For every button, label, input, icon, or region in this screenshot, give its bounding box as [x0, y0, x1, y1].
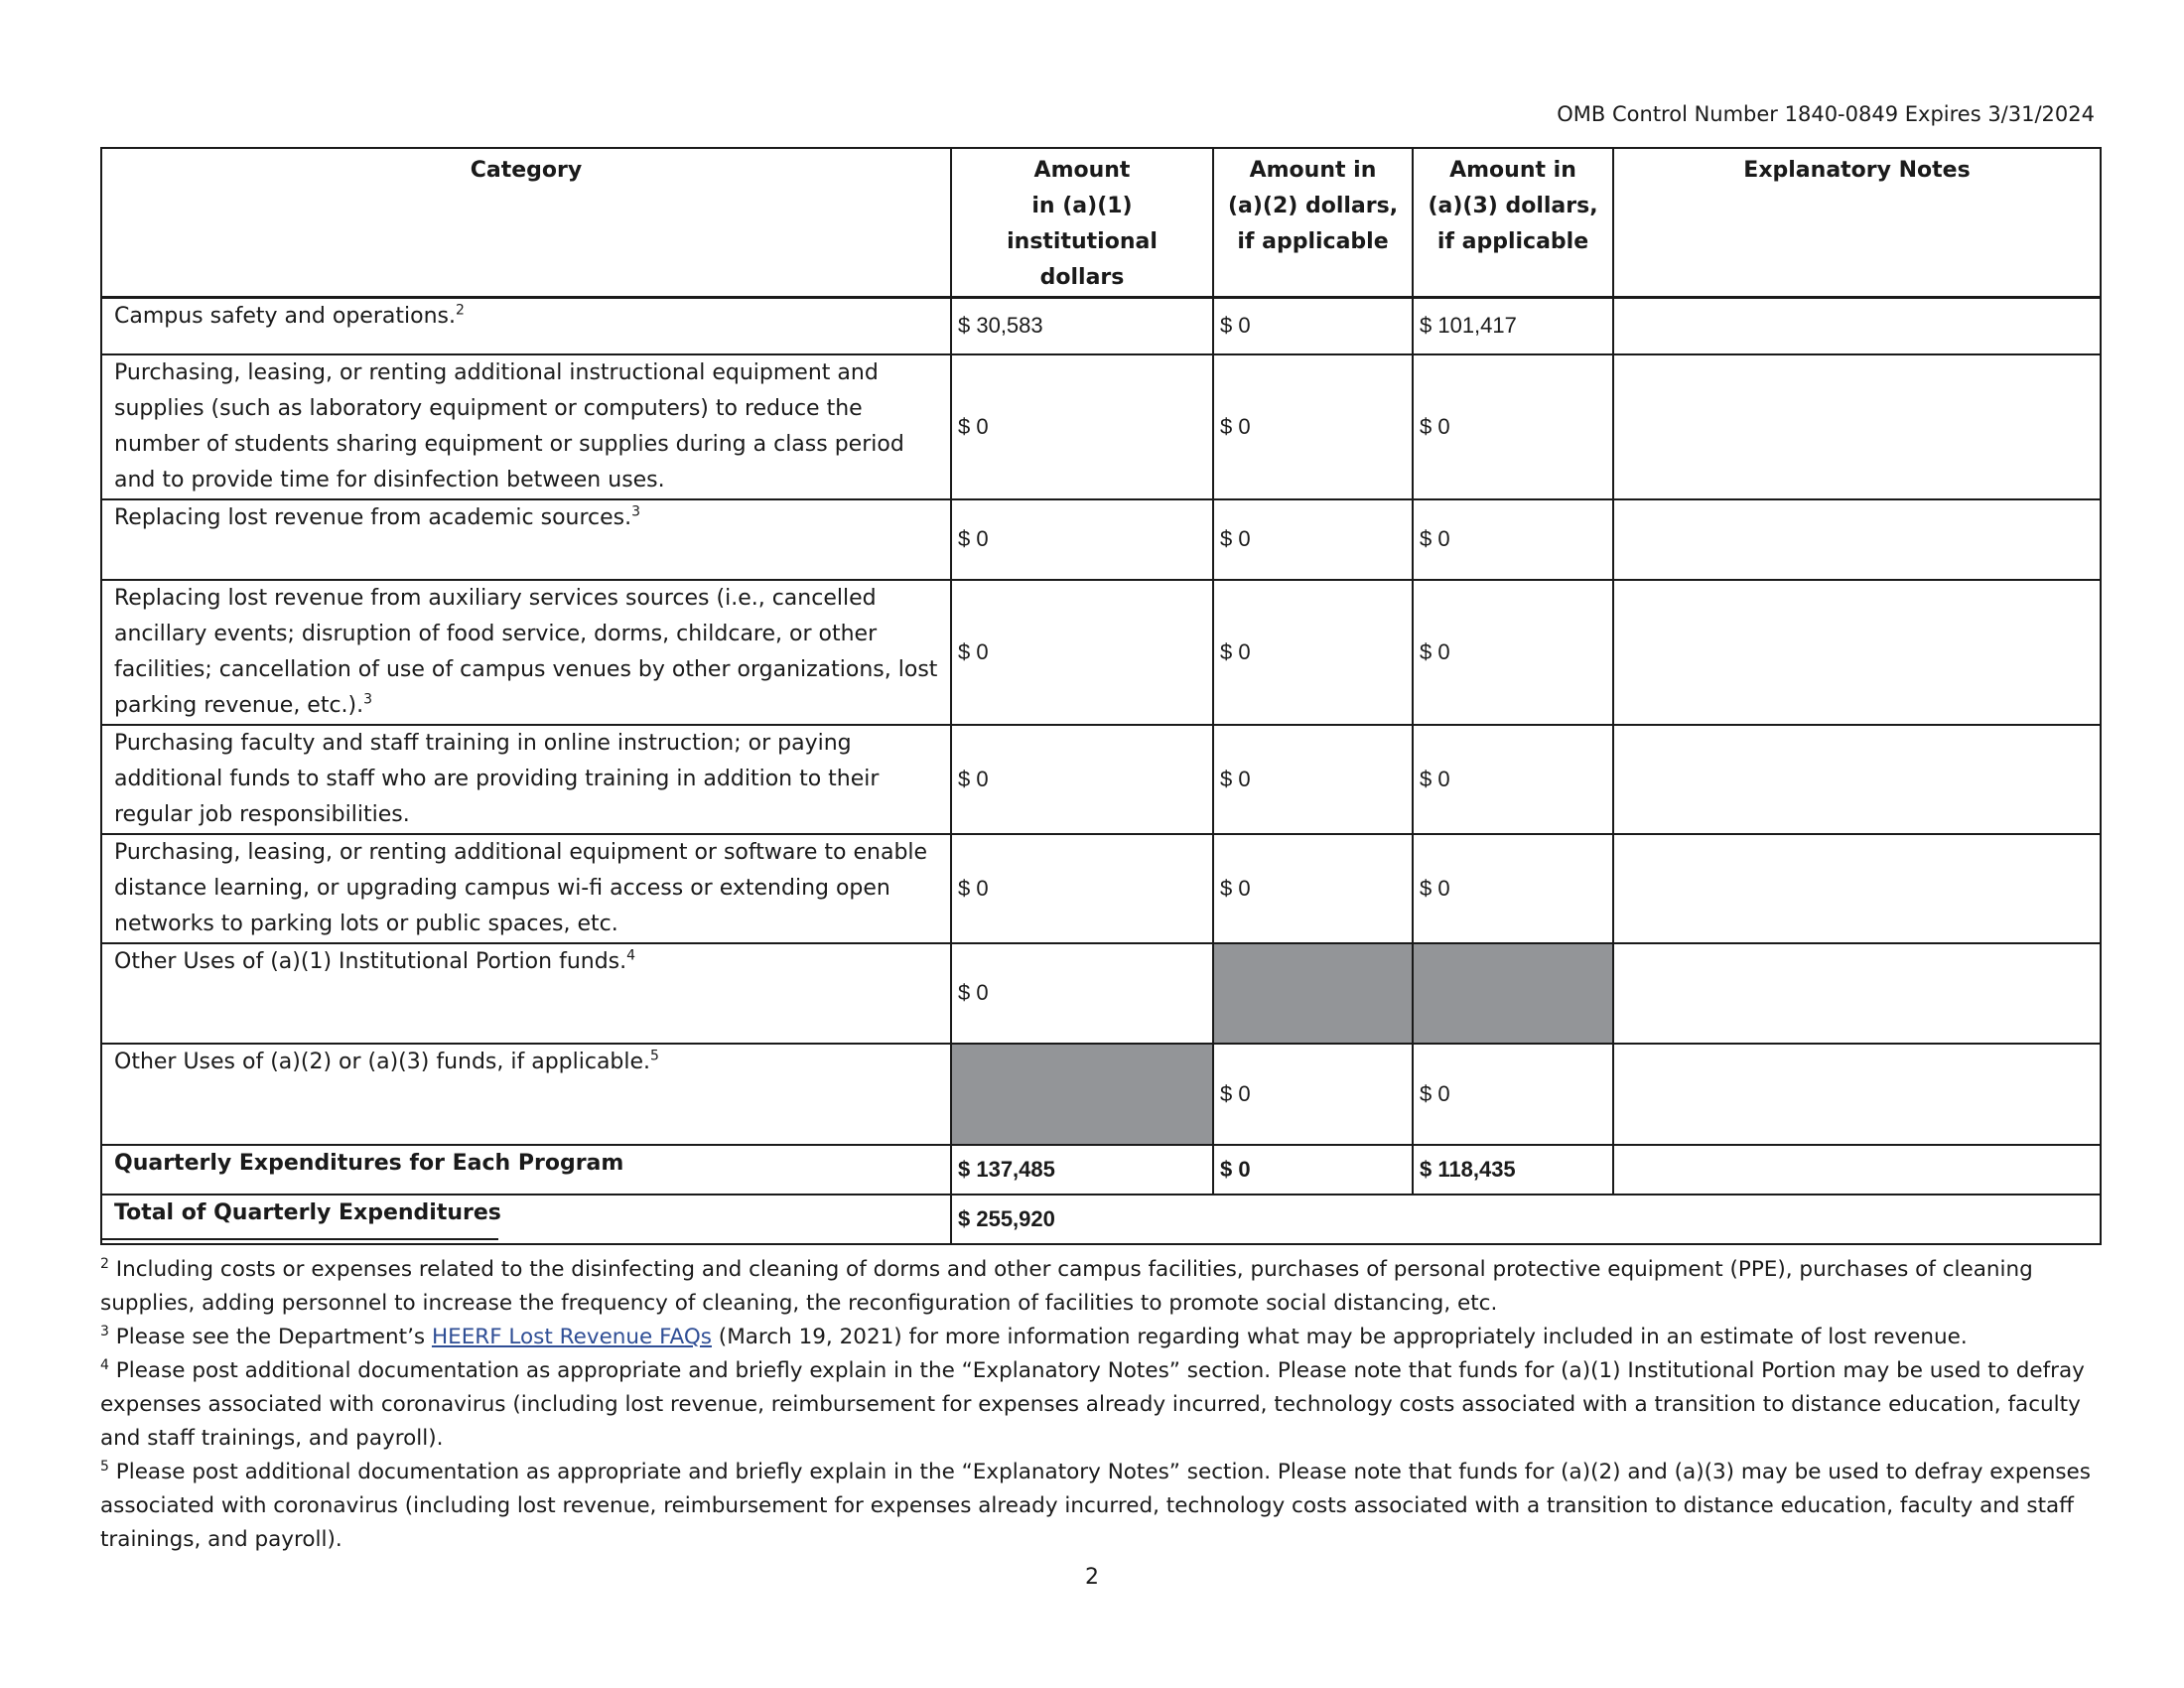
header-a1-line3: institutional dollars: [1007, 229, 1158, 290]
row-category: [101, 298, 951, 354]
footnote-text: Please post additional documentation as appropriate and briefly explain in the “Explanatory Notes” section. Please note that funds for (a)(1) Institutional Portion may be used to defray expenses associated with coronavirus (including lost revenue, reimbursement for expenses already incurred, technology costs associated with a transition to distance education, faculty and staff trainings, and payroll).: [100, 1358, 2085, 1451]
footnote-3: [100, 1321, 2100, 1354]
header-a2-line2: (a)(2) dollars,: [1227, 194, 1399, 218]
header-a2-line1: Amount in: [1249, 158, 1377, 183]
footnote-text-before: Please see the Department’s: [115, 1325, 432, 1349]
header-a1-line1: Amount: [1033, 158, 1131, 183]
row-a1-amount[interactable]: $ 30,583: [951, 298, 1213, 354]
table-row: [101, 1044, 2101, 1145]
total-value[interactable]: $ 255,920: [951, 1195, 2101, 1244]
footnote-2: [100, 1253, 2100, 1321]
footnote-rule: [100, 1238, 498, 1240]
row-a2-amount[interactable]: $ 0: [1213, 499, 1413, 580]
row-a1-amount[interactable]: $ 0: [951, 354, 1213, 499]
page-number: 2: [1085, 1565, 1099, 1590]
header-a1-line2: in (a)(1): [1031, 194, 1133, 218]
row-category-text: Purchasing, leasing, or renting additional equipment or software to enable distance learning, or upgrading campus wi-fi access or extending open networks to parking lots or public spaces, etc.: [114, 839, 928, 936]
row-a1-amount[interactable]: $ 0: [951, 943, 1213, 1044]
header-a3-line1: Amount in: [1449, 158, 1576, 183]
table-row: [101, 834, 2101, 943]
heerf-faq-link[interactable]: HEERF Lost Revenue FAQs: [431, 1325, 712, 1349]
row-notes[interactable]: [1613, 943, 2101, 1044]
header-a1: [951, 148, 1213, 298]
footnote-4: [100, 1354, 2100, 1456]
row-category-text: Purchasing, leasing, or renting additional instructional equipment and supplies (such as laboratory equipment or computers) to reduce the number of students sharing equipment or supplies during a class period and to provide time for disinfection between uses.: [114, 359, 904, 492]
table-row: [101, 354, 2101, 499]
shaded-cell: [1413, 943, 1613, 1044]
row-notes[interactable]: [1613, 580, 2101, 725]
row-notes[interactable]: [1613, 834, 2101, 943]
footnote-number: 2: [100, 1255, 109, 1272]
footnote-ref: 3: [363, 691, 373, 708]
row-a2-amount[interactable]: $ 0: [1213, 1044, 1413, 1145]
table-row: [101, 580, 2101, 725]
row-a2-amount[interactable]: $ 0: [1213, 298, 1413, 354]
omb-control-number: OMB Control Number 1840-0849 Expires 3/31/2024: [1557, 102, 2095, 126]
row-a2-amount[interactable]: $ 0: [1213, 725, 1413, 834]
expenditure-table: [100, 147, 2102, 1245]
footnotes: [100, 1253, 2100, 1557]
row-category: [101, 580, 951, 725]
row-a2-amount[interactable]: $ 0: [1213, 354, 1413, 499]
quarterly-row: [101, 1145, 2101, 1195]
footnote-ref: 3: [631, 503, 641, 520]
quarterly-notes: [1613, 1145, 2101, 1195]
total-row: [101, 1195, 2101, 1244]
row-category: [101, 354, 951, 499]
footnote-ref: 5: [650, 1048, 659, 1064]
row-a3-amount[interactable]: $ 0: [1413, 725, 1613, 834]
footnote-ref: 2: [455, 302, 465, 319]
quarterly-label: Quarterly Expenditures for Each Program: [101, 1145, 951, 1195]
row-category-text: Other Uses of (a)(2) or (a)(3) funds, if applicable.: [114, 1049, 651, 1074]
quarterly-a2[interactable]: $ 0: [1213, 1145, 1413, 1195]
row-a3-amount[interactable]: $ 101,417: [1413, 298, 1613, 354]
table-row: [101, 298, 2101, 354]
header-a3: [1413, 148, 1613, 298]
footnote-text: Including costs or expenses related to the disinfecting and cleaning of dorms and other campus facilities, purchases of personal protective equipment (PPE), purchases of cleaning supplies, adding personnel to increase the frequency of cleaning, the reconfiguration of facilities to promote social distancing, etc.: [100, 1257, 2033, 1316]
row-a2-amount[interactable]: $ 0: [1213, 834, 1413, 943]
row-a3-amount[interactable]: $ 0: [1413, 834, 1613, 943]
shaded-cell: [1213, 943, 1413, 1044]
row-a3-amount[interactable]: $ 0: [1413, 1044, 1613, 1145]
row-a2-amount[interactable]: $ 0: [1213, 580, 1413, 725]
row-category-text: Replacing lost revenue from auxiliary services sources (i.e., cancelled ancillary events; disruption of food service, dorms, childcare, or other facilities; cancellation of use of campus venues by other organizations, lost parking revenue, etc.).: [114, 585, 938, 718]
table-header-row: [101, 148, 2101, 298]
footnote-ref: 4: [626, 947, 636, 964]
row-notes[interactable]: [1613, 725, 2101, 834]
row-category: [101, 834, 951, 943]
row-a1-amount[interactable]: $ 0: [951, 580, 1213, 725]
header-a2-line3: if applicable: [1237, 229, 1389, 254]
row-a3-amount[interactable]: $ 0: [1413, 354, 1613, 499]
table-row: [101, 943, 2101, 1044]
header-a3-line3: if applicable: [1436, 229, 1589, 254]
row-notes[interactable]: [1613, 354, 2101, 499]
footnote-text-after: (March 19, 2021) for more information regarding what may be appropriately included in an estimate of lost revenue.: [711, 1325, 1968, 1349]
quarterly-a1[interactable]: $ 137,485: [951, 1145, 1213, 1195]
row-category-text: Purchasing faculty and staff training in online instruction; or paying additional funds to staff who are providing training in addition to their regular job responsibilities.: [114, 730, 880, 827]
footnote-text: Please post additional documentation as appropriate and briefly explain in the “Explanatory Notes” section. Please note that funds for (a)(2) and (a)(3) may be used to defray expenses associated with coronavirus (including lost revenue, reimbursement for expenses already incurred, technology costs associated with a transition to distance education, faculty and staff trainings, and payroll).: [100, 1460, 2091, 1552]
row-a1-amount[interactable]: $ 0: [951, 834, 1213, 943]
footnote-number: 5: [100, 1458, 109, 1475]
row-category-text: Campus safety and operations.: [114, 304, 456, 329]
table-row: [101, 725, 2101, 834]
total-label: Total of Quarterly Expenditures: [101, 1195, 951, 1244]
row-category: [101, 943, 951, 1044]
row-category: [101, 725, 951, 834]
header-category: Category: [101, 148, 951, 298]
row-a3-amount[interactable]: $ 0: [1413, 499, 1613, 580]
quarterly-a3[interactable]: $ 118,435: [1413, 1145, 1613, 1195]
row-category-text: Other Uses of (a)(1) Institutional Portion funds.: [114, 948, 627, 974]
header-explanatory-notes: Explanatory Notes: [1613, 148, 2101, 298]
footnote-number: 3: [100, 1323, 109, 1339]
footnote-number: 4: [100, 1356, 109, 1373]
row-notes[interactable]: [1613, 1044, 2101, 1145]
row-notes[interactable]: [1613, 298, 2101, 354]
row-category: [101, 499, 951, 580]
row-category-text: Replacing lost revenue from academic sources.: [114, 504, 632, 530]
footnote-5: [100, 1456, 2100, 1557]
header-a2: [1213, 148, 1413, 298]
row-category: [101, 1044, 951, 1145]
row-notes[interactable]: [1613, 499, 2101, 580]
table-row: [101, 499, 2101, 580]
row-a3-amount[interactable]: $ 0: [1413, 580, 1613, 725]
row-a1-amount[interactable]: $ 0: [951, 499, 1213, 580]
row-a1-amount[interactable]: $ 0: [951, 725, 1213, 834]
shaded-cell: [951, 1044, 1213, 1145]
header-a3-line2: (a)(3) dollars,: [1428, 194, 1598, 218]
